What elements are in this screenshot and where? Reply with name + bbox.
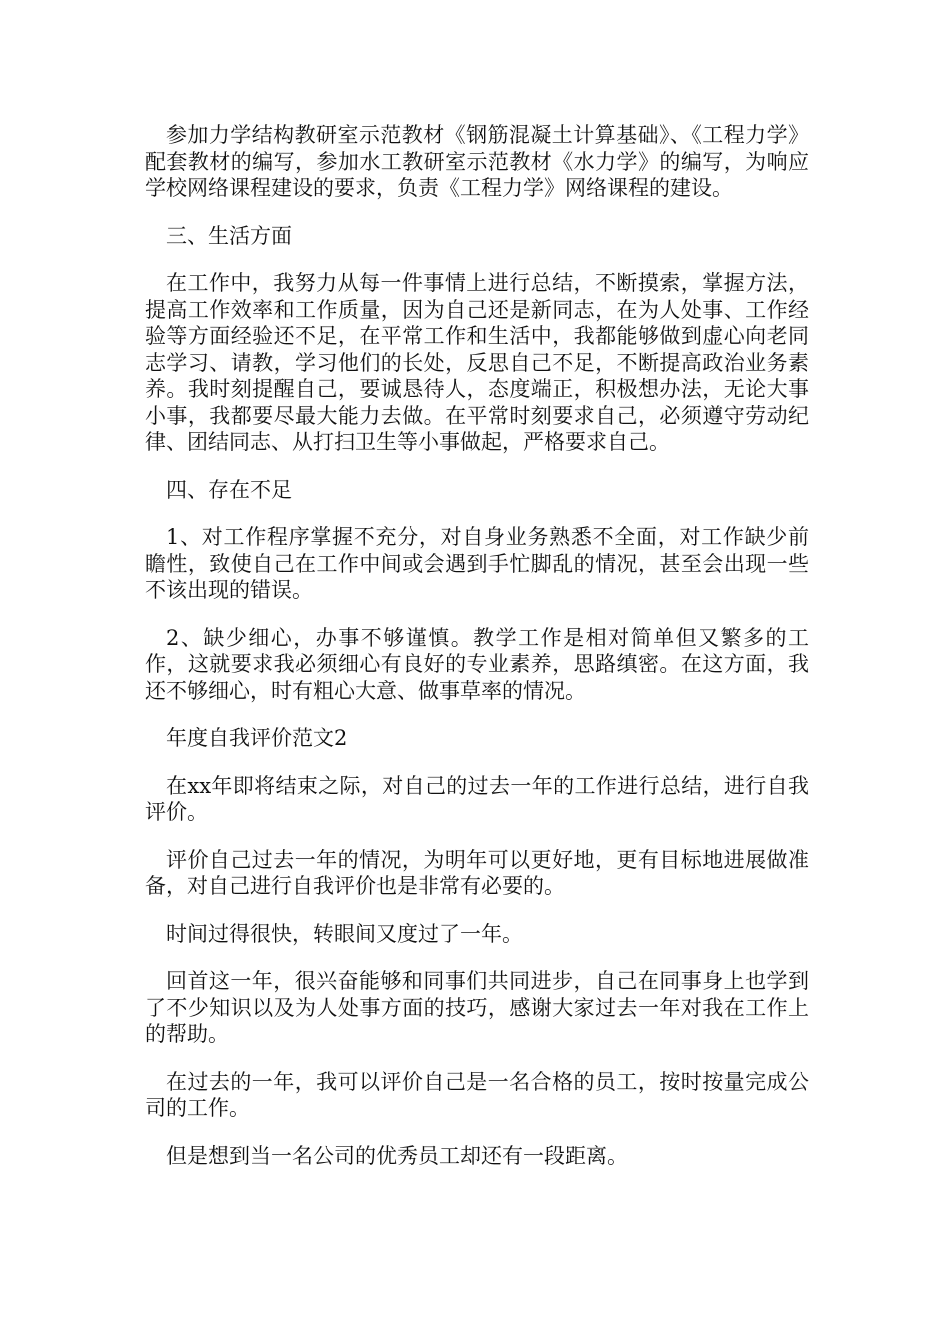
section-heading-sample-2: 年度自我评价范文2 [166,726,348,750]
section-heading-life: 三、生活方面 [166,223,292,248]
paragraph-textbook-writing: 参加力学结构教研室示范教材《钢筋混凝土计算基础》、《工程力学》配套教材的编写，参加水工教研室示范教材《水力学》的编写，为响应学校网络课程建设的要求，负责《工程力学》网络课程的建设。 [145,123,809,200]
section-heading-shortcomings: 四、存在不足 [166,477,292,502]
paragraph-qualified-employee: 在过去的一年，我可以评价自己是一名合格的员工，按时按量完成公司的工作。 [145,1069,809,1120]
document-page [145,122,809,1190]
paragraph-year-end: 在xx年即将结束之际，对自己的过去一年的工作进行总结，进行自我评价。 [145,773,809,824]
paragraph-evaluation-purpose: 评价自己过去一年的情况，为明年可以更好地，更有目标地进展做准备，对自己进行自我评价也是非常有必要的。 [145,847,809,898]
paragraph-looking-back: 回首这一年，很兴奋能够和同事们共同进步，自己在同事身上也学到了不少知识以及为人处事方面的技巧，感谢大家过去一年对我在工作上的帮助。 [145,969,809,1046]
paragraph-excellent-gap: 但是想到当一名公司的优秀员工却还有一段距离。 [166,1143,628,1168]
paragraph-shortcoming-2: 2、缺少细心，办事不够谨慎。教学工作是相对简单但又繁多的工作，这就要求我必须细心有良好的专业素养，思路缜密。在这方面，我还不够细心，时有粗心大意、做事草率的情况。 [145,625,809,703]
paragraph-work-summary: 在工作中，我努力从每一件事情上进行总结，不断摸索，掌握方法，提高工作效率和工作质量，因为自己还是新同志，在为人处事、工作经验等方面经验还不足，在平常工作和生活中，我都能够做到虚心向老同志学习、请教，学习他们的长处，反思自己不足，不断提高政治业务素养。我时刻提醒自己，要诚恳待人，态度端正，积极想办法，无论大事小事，我都要尽最大能力去做。在平常时刻要求自己，必须遵守劳动纪律、团结同志、从打扫卫生等小事做起，严格要求自己。 [145,271,809,454]
paragraph-shortcoming-1: 1、对工作程序掌握不充分，对自身业务熟悉不全面，对工作缺少前瞻性，致使自己在工作中间或会遇到手忙脚乱的情况，甚至会出现一些不该出现的错误。 [145,525,809,602]
paragraph-time-passes: 时间过得很快，转眼间又度过了一年。 [166,921,523,946]
